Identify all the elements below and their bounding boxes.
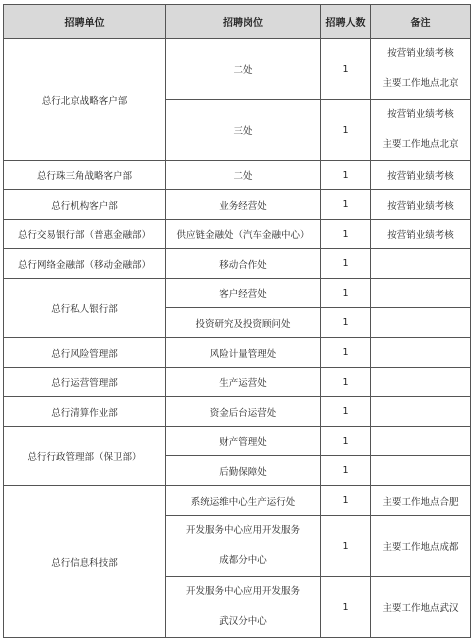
count-cell: 1 xyxy=(321,308,371,338)
table-row xyxy=(4,39,471,100)
remark-cell xyxy=(371,456,471,486)
remark-cell xyxy=(371,279,471,308)
position-cell: 系统运维中心生产运行处 xyxy=(166,486,321,516)
position-line: 开发服务中心应用开发服务 xyxy=(185,525,300,536)
position-cell xyxy=(166,577,321,638)
table-row xyxy=(4,220,471,249)
remark-cell xyxy=(371,100,471,161)
position-cell xyxy=(166,516,321,577)
unit-cell: 总行清算作业部 xyxy=(4,397,166,427)
count-cell: 1 xyxy=(321,39,371,100)
position-cell: 三处 xyxy=(166,100,321,161)
position-cell: 资金后台运营处 xyxy=(166,397,321,427)
remark-line: 主要工作地点北京 xyxy=(382,139,459,150)
table-row xyxy=(4,249,471,279)
position-cell: 二处 xyxy=(166,161,321,190)
position-cell: 投资研究及投资顾问处 xyxy=(166,308,321,338)
remark-cell xyxy=(371,368,471,397)
position-cell: 生产运营处 xyxy=(166,368,321,397)
remark-cell xyxy=(371,39,471,100)
header-count: 招聘人数 xyxy=(321,5,371,39)
count-cell: 1 xyxy=(321,427,371,456)
unit-cell: 总行交易银行部（普惠金融部） xyxy=(4,220,166,249)
remark-cell: 按营销业绩考核 xyxy=(371,220,471,249)
count-cell: 1 xyxy=(321,397,371,427)
count-cell: 1 xyxy=(321,100,371,161)
unit-cell: 总行运营管理部 xyxy=(4,368,166,397)
position-cell: 风险计量管理处 xyxy=(166,338,321,368)
table-row xyxy=(4,161,471,190)
remark-cell: 按营销业绩考核 xyxy=(371,161,471,190)
table-row xyxy=(4,368,471,397)
count-cell: 1 xyxy=(321,368,371,397)
count-cell: 1 xyxy=(321,486,371,516)
position-cell: 财产管理处 xyxy=(166,427,321,456)
count-cell: 1 xyxy=(321,338,371,368)
count-cell: 1 xyxy=(321,516,371,577)
position-cell: 客户经营处 xyxy=(166,279,321,308)
unit-cell: 总行信息科技部 xyxy=(4,486,166,638)
count-cell: 1 xyxy=(321,190,371,220)
unit-cell: 总行珠三角战略客户部 xyxy=(4,161,166,190)
remark-cell: 主要工作地点武汉 xyxy=(371,577,471,638)
remark-cell xyxy=(371,249,471,279)
position-line: 开发服务中心应用开发服务 xyxy=(185,586,300,597)
position-line: 武汉分中心 xyxy=(219,616,267,627)
remark-cell: 主要工作地点成都 xyxy=(371,516,471,577)
remark-cell: 按营销业绩考核 xyxy=(371,190,471,220)
table-header-row xyxy=(4,5,471,39)
header-position: 招聘岗位 xyxy=(166,5,321,39)
table-row xyxy=(4,427,471,456)
position-cell: 供应链金融处（汽车金融中心） xyxy=(166,220,321,249)
table-row xyxy=(4,486,471,516)
unit-cell: 总行机构客户部 xyxy=(4,190,166,220)
unit-cell: 总行风险管理部 xyxy=(4,338,166,368)
count-cell: 1 xyxy=(321,161,371,190)
remark-line: 按营销业绩考核 xyxy=(387,109,454,120)
position-cell: 后勤保障处 xyxy=(166,456,321,486)
recruitment-table xyxy=(3,4,471,638)
table-row xyxy=(4,279,471,308)
count-cell: 1 xyxy=(321,279,371,308)
remark-cell xyxy=(371,427,471,456)
table-row xyxy=(4,397,471,427)
table-row xyxy=(4,190,471,220)
count-cell: 1 xyxy=(321,249,371,279)
unit-cell: 总行网络金融部（移动金融部） xyxy=(4,249,166,279)
table-row xyxy=(4,338,471,368)
remark-cell: 主要工作地点合肥 xyxy=(371,486,471,516)
position-cell: 二处 xyxy=(166,39,321,100)
position-cell: 移动合作处 xyxy=(166,249,321,279)
unit-cell: 总行北京战略客户部 xyxy=(4,39,166,161)
unit-cell: 总行行政管理部（保卫部） xyxy=(4,427,166,486)
count-cell: 1 xyxy=(321,456,371,486)
count-cell: 1 xyxy=(321,220,371,249)
remark-cell xyxy=(371,338,471,368)
remark-line: 主要工作地点北京 xyxy=(382,78,459,89)
count-cell: 1 xyxy=(321,577,371,638)
position-cell: 业务经营处 xyxy=(166,190,321,220)
position-line: 成都分中心 xyxy=(219,555,267,566)
remark-cell xyxy=(371,308,471,338)
remark-cell xyxy=(371,397,471,427)
header-unit: 招聘单位 xyxy=(4,5,166,39)
header-remark: 备注 xyxy=(371,5,471,39)
unit-cell: 总行私人银行部 xyxy=(4,279,166,338)
remark-line: 按营销业绩考核 xyxy=(387,48,454,59)
